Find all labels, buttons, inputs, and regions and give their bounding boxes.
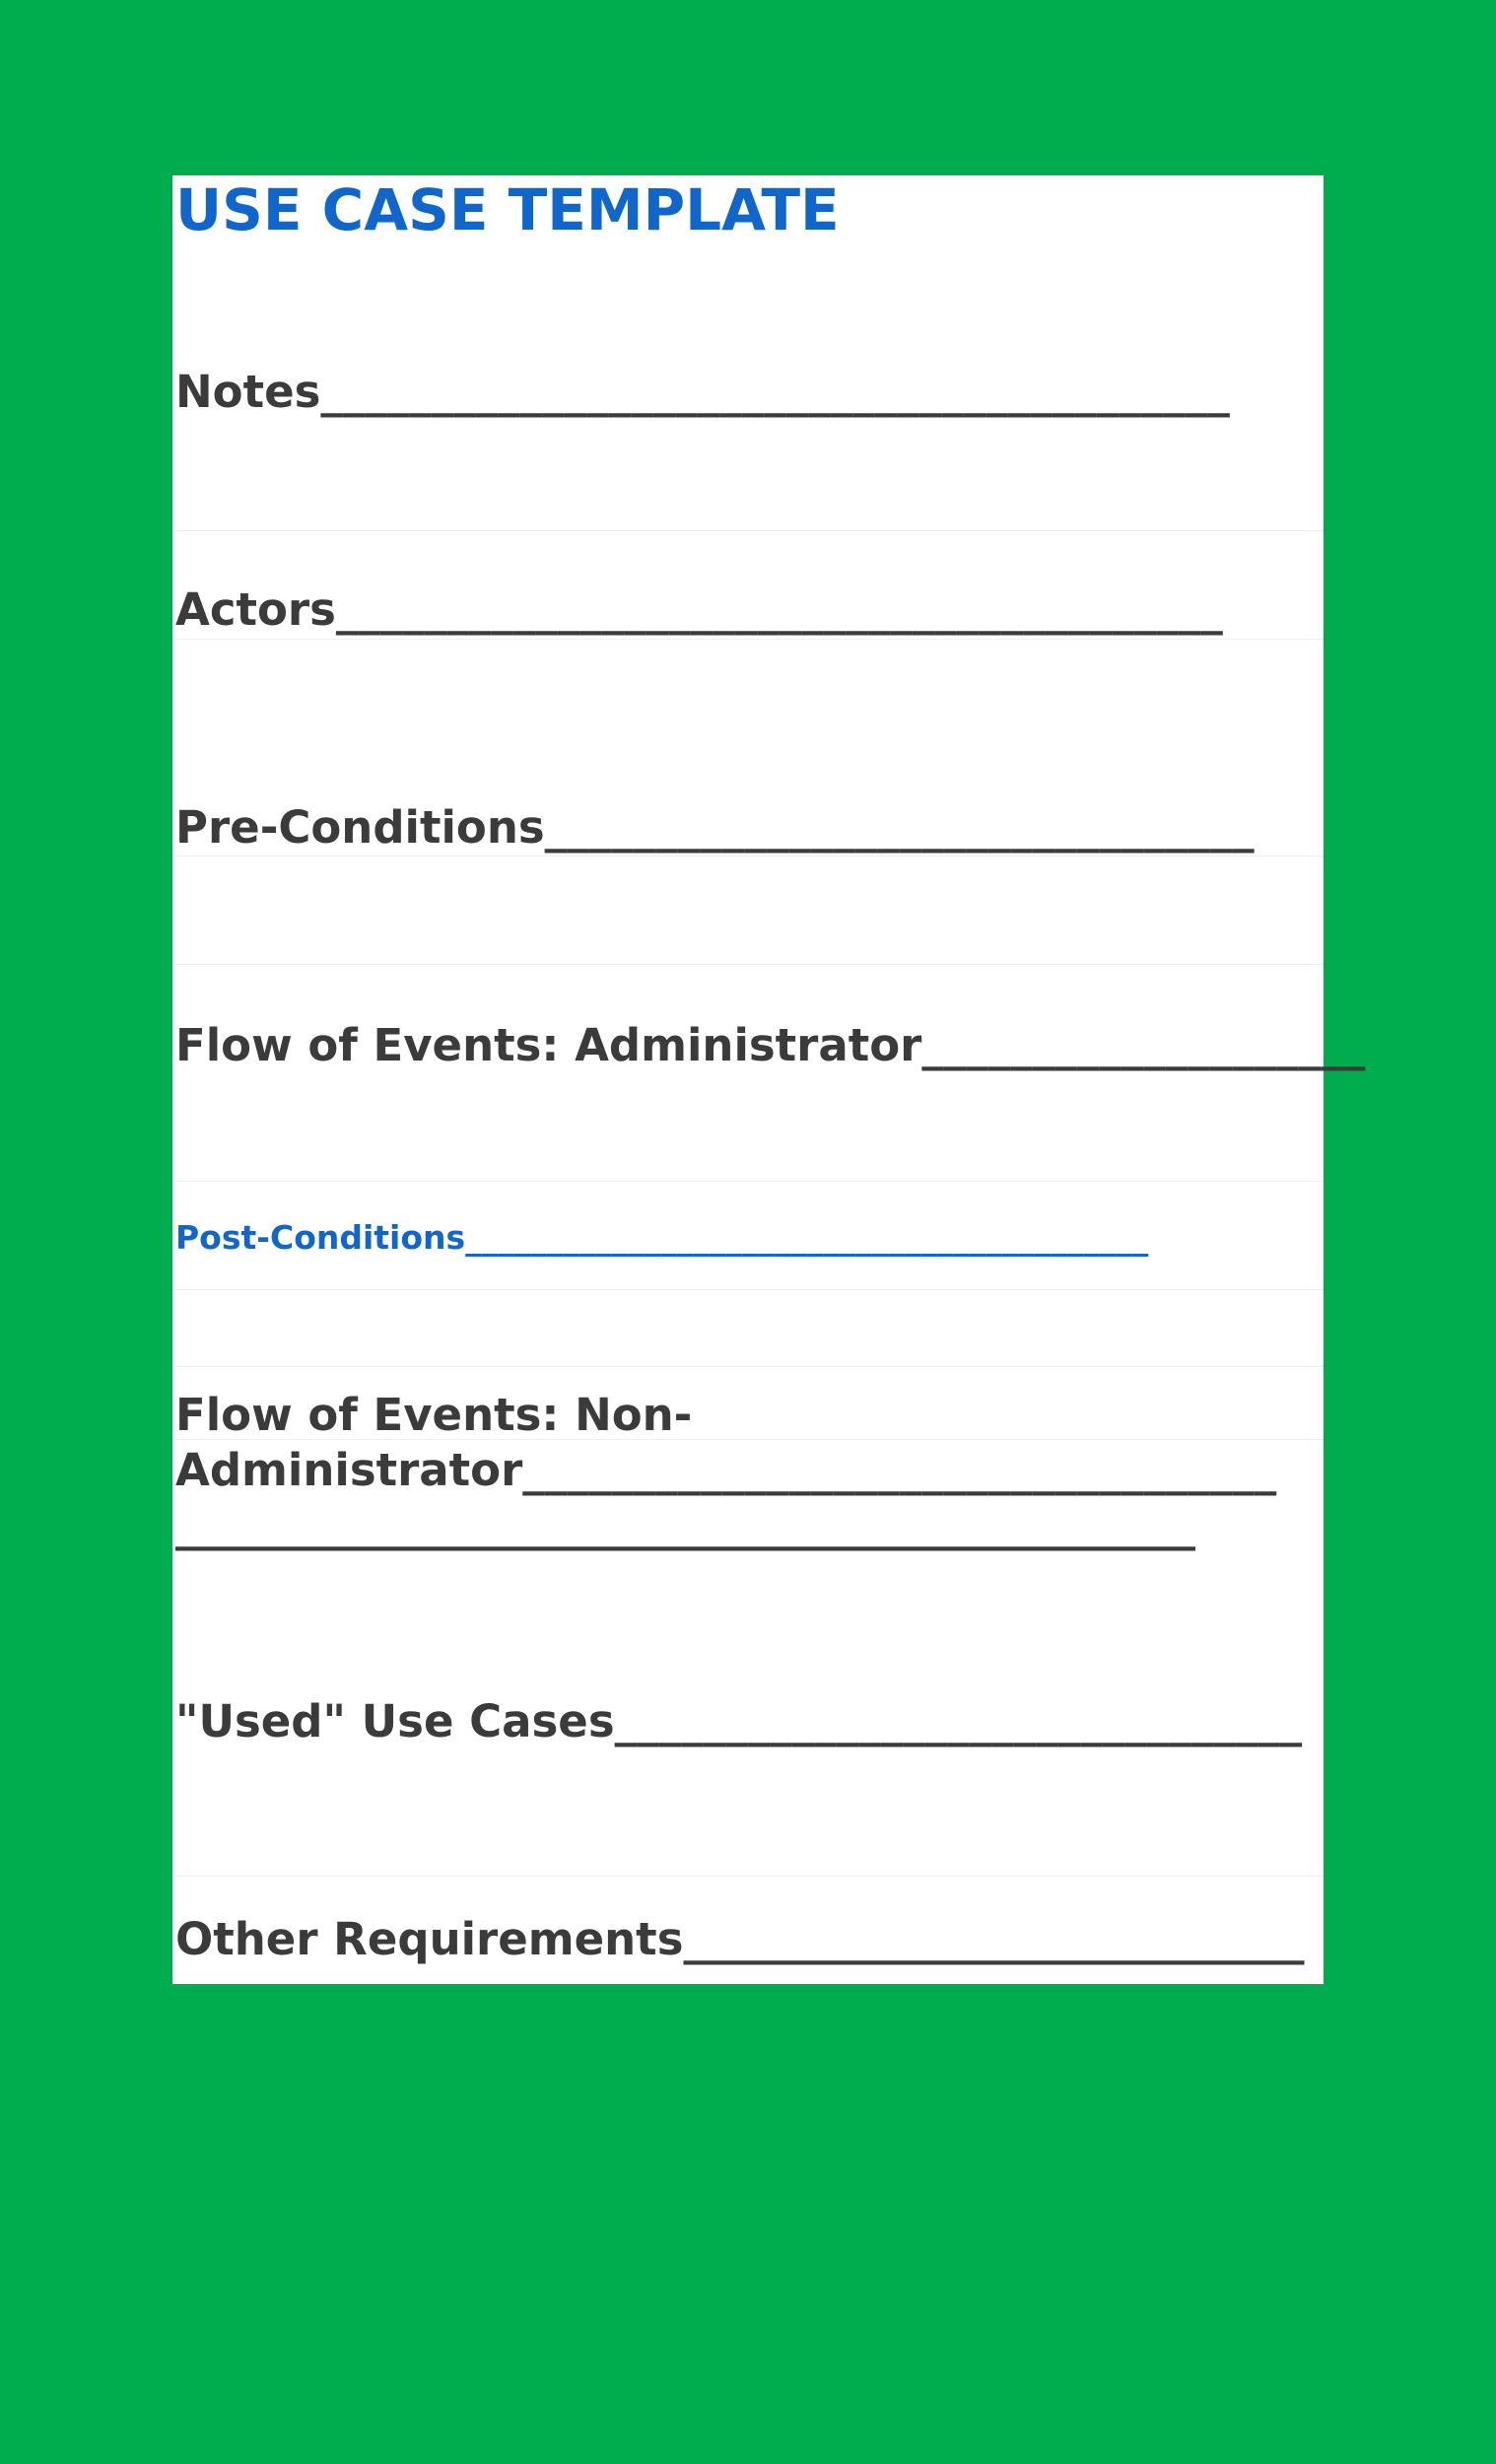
divider [172, 964, 1324, 965]
actors-blank[interactable]: ________________________________________ [335, 583, 1223, 636]
notes-label: Notes [175, 366, 321, 418]
flow-admin-label: Flow of Events: Administrator [175, 1019, 922, 1071]
notes-blank[interactable]: _________________________________________ [320, 366, 1230, 418]
page-title: USE CASE TEMPLATE [175, 176, 840, 243]
divider [172, 639, 1324, 640]
divider [172, 1366, 1324, 1367]
notes-field[interactable] [175, 365, 1230, 420]
other-requirements-blank[interactable]: ____________________________ [683, 1913, 1305, 1965]
pre-conditions-blank[interactable]: ________________________________ [544, 801, 1255, 854]
flow-non-admin-label-line1: Flow of Events: Non- [175, 1389, 693, 1441]
used-use-cases-field[interactable] [175, 1694, 1302, 1749]
post-conditions-label: Post-Conditions [175, 1218, 466, 1257]
divider [172, 1876, 1324, 1877]
divider [172, 1181, 1324, 1182]
actors-field[interactable] [175, 582, 1223, 638]
post-conditions-blank[interactable]: __________________________________________ [465, 1218, 1149, 1257]
template-sheet [172, 175, 1366, 1984]
used-use-cases-blank[interactable]: _______________________________ [614, 1695, 1303, 1747]
flow-non-admin-field[interactable] [175, 1388, 1276, 1553]
used-use-cases-label: "Used" Use Cases [175, 1695, 615, 1747]
divider [172, 1289, 1324, 1290]
flow-non-admin-blank-extra[interactable]: ______________________________________________ [175, 1499, 1195, 1551]
flow-non-admin-label-line2: Administrator [175, 1444, 523, 1496]
divider [172, 530, 1324, 531]
flow-non-admin-blank[interactable]: __________________________________ [522, 1444, 1277, 1496]
flow-admin-blank[interactable]: ____________________ [921, 1019, 1366, 1071]
other-requirements-label: Other Requirements [175, 1913, 684, 1965]
actors-label: Actors [175, 583, 336, 636]
post-conditions-field[interactable] [175, 1216, 1148, 1260]
pre-conditions-label: Pre-Conditions [175, 801, 545, 854]
other-requirements-field[interactable] [175, 1912, 1304, 1967]
pre-conditions-field[interactable] [175, 800, 1255, 856]
flow-admin-field[interactable] [175, 1018, 1365, 1073]
